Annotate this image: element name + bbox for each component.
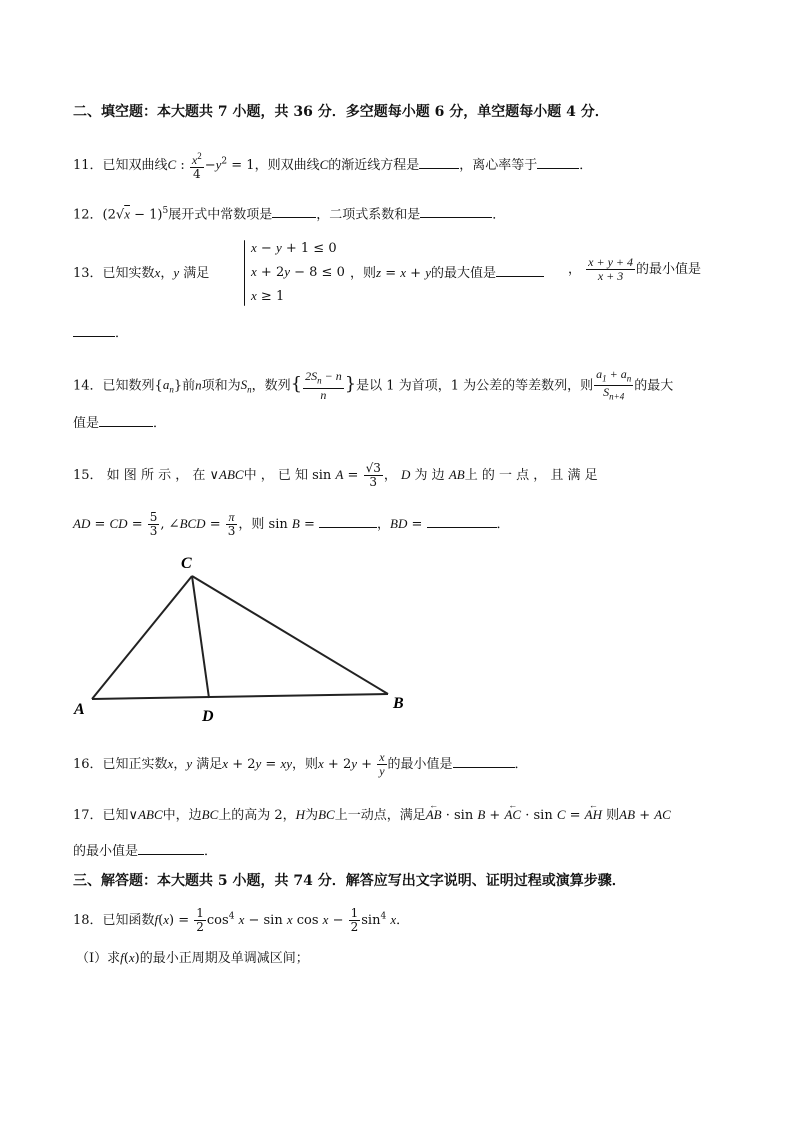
question-13: 13．已知实数x，y 满足 — [73, 265, 210, 281]
answer-blank[interactable] — [453, 755, 515, 768]
answer-blank[interactable] — [319, 515, 377, 528]
question-17-line2: 的最小值是 ． — [73, 844, 218, 859]
question-11: 11．已知双曲线C : $\frac{x^2}{4}$ $-y^2 = 1$，则双曲线C的渐近线方程是 ，离心率等于 ． — [73, 151, 593, 181]
label-c: C — [181, 555, 192, 572]
question-14: 14．已知数列$\{a_n\}$前n项和为$S_n$，数列{ $\frac{2S_n - n}{n}$ }是以 1 为首项，1 为公差的等差数列，则 $\frac{a_1 + a_n}{S_{n+4}}$ 的最大 — [73, 367, 674, 402]
question-15: 15． 如 图 所 示 ， 在 ∨ABC中 ， 已 知 sin A = $\frac{√3}{3}$ ， D 为 边 AB上 的 一 点 ， 且 满 足 — [73, 461, 598, 489]
label-a: A — [74, 701, 85, 718]
question-16: 16．已知正实数x，y 满足x + 2y = xy，则x + 2y + $\frac{x}{y}$ 的最小值是 ． — [73, 750, 528, 778]
question-12: 12．$(2√x - 1)^5$展开式中常数项是 ，二项式系数和是 ． — [73, 206, 506, 223]
question-14-line2: 值是 ． — [73, 416, 167, 431]
question-18-part-1: （I）求f(x)的最小正周期及单调减区间； — [76, 950, 309, 966]
label-b: B — [393, 695, 404, 712]
answer-blank[interactable] — [272, 205, 316, 218]
answer-blank[interactable] — [138, 842, 204, 855]
answer-blank[interactable] — [73, 324, 115, 337]
question-13-frac: ， $\frac{x + y + 4}{x + 3}$ 的最小值是 — [568, 255, 702, 283]
triangle-figure — [70, 548, 410, 728]
question-13-tail: ，则z = x + y的最大值是 — [350, 264, 544, 283]
answer-blank[interactable] — [537, 156, 579, 169]
answer-blank[interactable] — [420, 205, 492, 218]
section-3-header: 三、解答题：本大题共 5 小题，共 74 分．解答应写出文字说明、证明过程或演算步骤． — [73, 873, 626, 889]
side-ab — [92, 694, 388, 699]
question-15-line2: AD = CD = $\frac{5}{3}$ , ∠BCD = $\frac{\pi}{3}$ ，则 sin B = ，BD = ． — [73, 510, 510, 538]
answer-blank[interactable] — [496, 264, 544, 277]
answer-blank[interactable] — [99, 414, 153, 427]
side-bc — [192, 576, 388, 694]
constraint-system: x − y + 1 ≤ 0 x + 2y − 8 ≤ 0 x ≥ 1 — [244, 240, 245, 306]
segment-cd — [192, 576, 209, 698]
label-d: D — [202, 708, 214, 725]
answer-blank[interactable] — [427, 515, 497, 528]
answer-blank[interactable] — [419, 156, 459, 169]
section-2-header: 二、填空题：本大题共 7 小题，共 36 分．多空题每小题 6 分，单空题每小题 4 分． — [73, 104, 609, 120]
question-17: 17．已知∨ABC中，边BC上的高为 2，H为BC上一动点，满足← AB · sin B + ← AC · sin C = ← AH 则AB + AC — [73, 806, 671, 825]
question-13-line2: ． — [73, 324, 128, 343]
side-ac — [92, 576, 192, 699]
question-18: 18．已知函数f(x) = $\frac{1}{2}$ $\cos^4 x - \sin x$ cos x − $\frac{1}{2}$ $\sin^4 x$． — [73, 906, 410, 934]
